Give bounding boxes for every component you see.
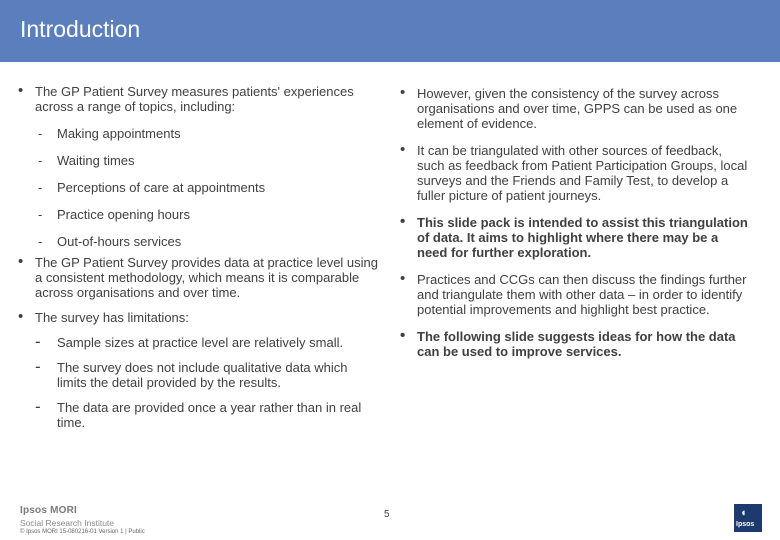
corner-logo-text: Ipsos [736,521,755,528]
page-title: Introduction [20,16,141,42]
page-number: 5 [384,509,390,520]
left-column [18,84,378,430]
bullet-text: The survey has limitations: [35,310,189,325]
limitation-text: The data are provided once a year rather than in real time. [57,400,362,430]
topic-item [35,126,378,141]
bullet-item [400,272,752,317]
topic-item [35,234,378,249]
topic-text: Waiting times [57,153,135,168]
dash-marker: - [38,180,43,195]
logo-glyph-icon: ◖ [740,507,747,519]
logo-brand: Ipsos MORI [20,505,78,516]
topic-item [35,180,378,195]
topic-text: Perceptions of care at appointments [57,180,266,195]
topic-text: Making appointments [57,126,181,141]
bullet-text: It can be triangulated with other sources of feedback, such as feedback from Patient Participation Groups, local surveys and the Friends and Family Test, to develop a fuller picture of patient journeys. [417,143,748,203]
copyright-text: © Ipsos MORI 15-080216-01 Version 1 | Public [20,529,145,535]
topic-text: Out-of-hours services [57,234,182,249]
topic-item [35,153,378,168]
bullet-text: However, given the consistency of the survey across organisations and over time, GPPS can be used as one element of evidence. [417,86,738,131]
bullet-text: The following slide suggests ideas for how the data can be used to improve services. [417,329,736,359]
right-column [400,86,752,359]
header-bar [0,0,780,62]
bullet-text: The GP Patient Survey provides data at practice level using a consistent methodology, which means it is comparable across organisations and over time. [35,255,379,300]
bullet-dot: • [400,270,406,287]
ipsos-mori-logo [20,505,114,528]
limitation-text: The survey does not include qualitative data which limits the detail provided by the results. [57,360,348,390]
limitation-item [35,357,378,390]
topic-item [35,207,378,222]
bullet-dot: • [18,253,24,270]
dash-marker: - [38,153,43,168]
bullet-item [18,310,378,325]
bullet-text: This slide pack is intended to assist this triangulation of data. It aims to highlight where there may be a need for further exploration. [417,215,748,260]
bullet-item [400,86,752,131]
ipsos-corner-logo-icon [734,504,762,532]
limitation-text: Sample sizes at practice level are relatively small. [57,335,344,350]
bullet-dot: • [400,213,406,230]
limitation-item [35,397,378,430]
bullet-item [18,255,378,300]
bullet-text: Practices and CCGs can then discuss the findings further and triangulate them with other data – in order to identify potential improvements and highlight best practice. [417,272,747,317]
limitation-item [35,332,378,351]
dash-marker: - [35,397,41,416]
dash-marker: - [38,234,43,249]
dash-marker: - [38,207,43,222]
bullet-item [400,329,752,359]
bullet-dot: • [18,308,24,325]
bullet-item [18,84,378,114]
dash-marker: - [35,357,41,376]
dash-marker: - [38,126,43,141]
bullet-item [400,143,752,203]
bullet-dot: • [18,82,24,99]
bullet-dot: • [400,84,406,101]
dash-marker: - [35,332,41,351]
bullet-item [400,215,752,260]
bullet-dot: • [400,141,406,158]
bullet-text: The GP Patient Survey measures patients' experiences across a range of topics, including: [35,84,354,114]
topic-text: Practice opening hours [57,207,190,222]
bullet-dot: • [400,327,406,344]
logo-subtitle: Social Research Institute [20,518,115,528]
